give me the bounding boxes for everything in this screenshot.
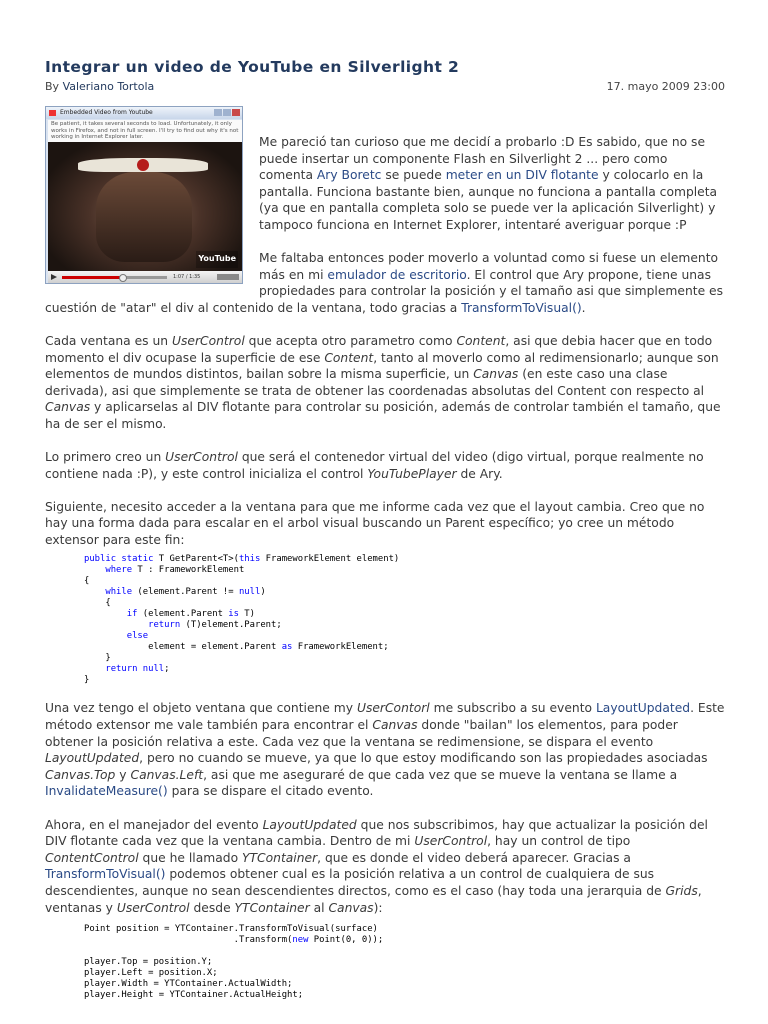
- code-text: element = element.Parent: [84, 642, 282, 653]
- code-text: (T)element.Parent;: [180, 620, 282, 631]
- post-meta: [45, 80, 725, 93]
- code-keyword: else: [126, 631, 149, 642]
- code-line: [84, 968, 218, 978]
- code-text: }: [84, 675, 90, 686]
- code-text: [84, 587, 105, 597]
- code-line: [84, 642, 389, 652]
- code-line: [84, 620, 282, 630]
- byline: By Valeriano Tortola: [45, 80, 155, 93]
- code-keyword: return null: [105, 664, 165, 675]
- code-keyword: as: [281, 642, 293, 653]
- code-text: {: [84, 576, 90, 587]
- code-line: [84, 554, 399, 564]
- code-text: T): [238, 609, 255, 620]
- progress-knob: [119, 274, 127, 282]
- link-emulador-escritorio[interactable]: emulador de escritorio: [327, 267, 467, 282]
- code-text: .Transform(: [84, 935, 293, 946]
- code-keyword: public static: [84, 554, 154, 565]
- code-text: player.Height = YTContainer.ActualHeight;: [84, 990, 304, 1001]
- code-text: FrameworkElement;: [292, 642, 389, 653]
- video-controls: [48, 271, 242, 283]
- maximize-icon: [223, 109, 231, 116]
- code-text: Point position = YTContainer.TransformToVisual(surface): [84, 924, 378, 935]
- code-keyword: return: [148, 620, 181, 631]
- code-line: [84, 587, 266, 597]
- link-div-flotante[interactable]: meter en un DIV flotante: [445, 168, 599, 183]
- code-text: player.Width = YTContainer.ActualWidth;: [84, 979, 293, 990]
- paragraph-7: Ahora, en el manejador del evento LayoutUpdated que nos subscribimos, hay que actualizar la posición del DIV flotante cada vez que la ventana cambia. Dentro de mi UserControl, hay un control de tipo ContentControl que he llamado YTContainer, que es donde el video deberá aparecer. Gracias a TransformToVisual() podemos obtener cual es la posición relativa a un control de cualquiera de sus descendientes, aunque no sean descendientes directos, como es el caso (hay toda una jerarquia de Grids, ventanas y UserControl desde YTContainer al Canvas):: [45, 817, 708, 915]
- code-line: [84, 609, 255, 619]
- paragraph-6: Una vez tengo el objeto ventana que contiene my UserContorl me subscribo a su evento LayoutUpdated. Este método extensor me vale también para encontrar el Canvas donde "bailan" los elementos, para poder obtener la posición relativa a este. Cada vez que la ventana se redimensione, se dispara el evento LayoutUpdated, pero no cuando se mueve, ya que lo que estoy modificando son las propiedades asociadas Canvas.Top y Canvas.Left, asi que me aseguraré de que cada vez que se mueve la ventana se llame a InvalidateMeasure() para se dispare el citado evento.: [45, 701, 725, 799]
- code-text: player.Top = position.Y;: [84, 957, 213, 968]
- paragraph-1: Me pareció tan curioso que me decidí a probarlo :D Es sabido, que no se puede insertar un componente Flash en Silverlight 2 ... pero como comenta Ary Boretc se puede meter en un DIV flotante y colocarlo en la pantalla. Funciona bastante bien, aunque no funciona a pantalla completa (ya que en pantalla completa solo se puede ver la aplicación Silverlight) y tampoco funciona en Internet Explorer, intentaré averiguar porque :P: [259, 135, 718, 232]
- minimize-icon: [214, 109, 222, 116]
- code-block-position: [84, 924, 725, 1001]
- video-frame: [48, 142, 242, 271]
- code-text: {: [84, 598, 111, 609]
- code-keyword: is: [228, 609, 239, 620]
- code-keyword: while: [105, 587, 133, 598]
- code-text: }: [84, 653, 111, 664]
- code-block-getparent: [84, 554, 725, 686]
- youtube-thumbnail[interactable]: [45, 106, 243, 284]
- code-text: [84, 609, 127, 619]
- code-text: T GetParent<T>(: [153, 554, 239, 565]
- code-line: [84, 990, 303, 1000]
- video-time: 1:07 / 1:35: [173, 274, 201, 280]
- code-text: [84, 631, 127, 641]
- link-transformtovisual[interactable]: TransformToVisual(): [461, 300, 582, 315]
- code-line: [84, 653, 111, 663]
- code-text: (element.Parent !=: [132, 587, 239, 598]
- headband-dot: [137, 159, 149, 171]
- code-text: ): [260, 587, 266, 598]
- code-line: [84, 631, 148, 641]
- code-keyword: if: [126, 609, 138, 620]
- code-line: [84, 675, 89, 685]
- link-layoutupdated[interactable]: LayoutUpdated: [595, 701, 691, 716]
- paragraph-5: Siguiente, necesito acceder a la ventana para que me informe cada vez que el layout cambia. Creo que no hay una forma dada para escalar en el arbol visual buscando un Parent específico; yo cree un método extensor para este fin:: [45, 499, 705, 547]
- progress-fill: [62, 276, 123, 279]
- code-line: [84, 924, 378, 934]
- youtube-icon: [49, 110, 56, 116]
- code-text: [84, 664, 105, 674]
- close-icon: [232, 109, 240, 116]
- code-line: [84, 935, 383, 945]
- youtube-logo: YouTube: [196, 251, 238, 268]
- window-titlebar: Embedded Video from Youtube: [46, 107, 242, 119]
- code-keyword: where: [105, 565, 133, 576]
- code-text: Point(0, 0));: [308, 935, 384, 946]
- post-date: 17. mayo 2009 23:00: [606, 80, 725, 93]
- character-face: [96, 172, 192, 262]
- code-text: (element.Parent: [137, 609, 229, 620]
- volume-fullscreen-icons: [217, 274, 239, 280]
- code-text: [84, 620, 148, 630]
- article-body: [45, 106, 725, 1015]
- progress-track: [62, 276, 167, 279]
- code-keyword: new: [292, 935, 309, 946]
- code-keyword: null: [238, 587, 261, 598]
- code-line: [84, 598, 111, 608]
- code-text: T : FrameworkElement: [132, 565, 245, 576]
- link-transformtovisual-2[interactable]: TransformToVisual(): [45, 867, 166, 882]
- post-title[interactable]: Integrar un video de YouTube en Silverlight 2: [45, 58, 460, 76]
- link-invalidatemeasure[interactable]: InvalidateMeasure(): [45, 784, 168, 799]
- window-buttons: [214, 109, 240, 116]
- code-line: [84, 576, 89, 586]
- code-text: FrameworkElement element): [260, 554, 400, 565]
- play-icon: [51, 274, 57, 280]
- code-text: [84, 565, 105, 575]
- code-text: ;: [164, 664, 170, 675]
- author-link[interactable]: Valeriano Tortola: [62, 80, 155, 93]
- code-line: [84, 565, 244, 575]
- code-line: [84, 664, 170, 674]
- link-ary-boretc[interactable]: Ary Boretc: [316, 168, 382, 183]
- code-text: player.Left = position.X;: [84, 968, 218, 979]
- thumbnail-note: Be patient, it takes several seconds to load. Unfortunately, it only works in Firefox, and not in full screen. I'll try to find out why it's not working in Internet Explorer later.: [48, 120, 242, 142]
- paragraph-4: Lo primero creo un UserControl que será el contenedor virtual del video (digo virtual, porque realmente no contiene nada :P), y este control inicializa el control YouTubePlayer de Ary.: [45, 450, 704, 481]
- paragraph-2: Me faltaba entonces poder moverlo a voluntad como si fuese un elemento más en mi emulador de escritorio. El control que Ary propone, tiene unas propiedades para controlar la posición y el tamaño asi que simplemente es cuestión de "atar" el div al contenido de la ventana, todo gracias a TransformToVisual().: [45, 251, 724, 315]
- code-line: [84, 979, 292, 989]
- code-keyword: this: [238, 554, 261, 565]
- code-line: [84, 957, 212, 967]
- paragraph-3: Cada ventana es un UserControl que acepta otro parametro como Content, asi que debia hacer que en todo momento el div ocupase la superficie de ese Content, tanto al moverlo como al redimensionarlo; aunque son elementos de mundos distintos, bailan sobre la misma superficie, un Canvas (en este caso una clase derivada), asi que simplemente se trata de obtener las coordenadas absolutas del Content con respecto al Canvas y aplicarselas al DIV flotante para controlar su posición, además de controlar también el tamaño, que ha de ser el mismo.: [45, 333, 721, 431]
